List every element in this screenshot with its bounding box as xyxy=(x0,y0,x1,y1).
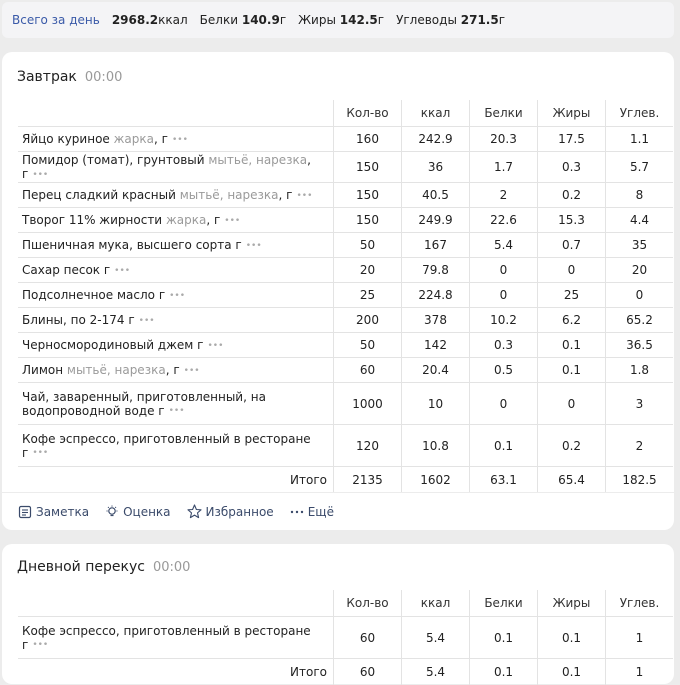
cell-kcal: 224.8 xyxy=(402,283,470,308)
food-row[interactable] xyxy=(18,127,673,152)
cell-f: 0 xyxy=(538,258,606,283)
food-name xyxy=(18,258,334,283)
cell-kcal: 10.8 xyxy=(402,425,470,467)
cooking-hint: мытьё, нарезка xyxy=(208,153,308,167)
food-name: Помидор (томат), грунтовый мытьё, нарезка, г ••• xyxy=(18,152,334,183)
cell-qty[interactable]: 160 xyxy=(334,127,402,152)
fat-total: Жиры 142.5г xyxy=(298,13,385,27)
row-menu-icon[interactable]: ••• xyxy=(224,215,241,226)
snack-table xyxy=(18,590,673,685)
total-qty: 2135 xyxy=(334,467,402,493)
unit-label: г xyxy=(128,313,135,327)
protein-total: Белки 140.9г xyxy=(199,13,287,27)
row-menu-icon[interactable]: ••• xyxy=(32,448,49,458)
lightbulb-icon xyxy=(105,505,119,519)
cell-p: 0.1 xyxy=(470,425,538,467)
cooking-hint: жарка xyxy=(165,213,207,227)
unit-label: г xyxy=(103,263,111,277)
row-menu-icon[interactable]: ••• xyxy=(183,365,200,376)
day-summary-bar xyxy=(2,2,674,38)
cell-qty[interactable]: 150 xyxy=(334,152,402,183)
meal-actions xyxy=(2,492,674,530)
kcal-total: 2968.2ккал xyxy=(111,13,188,27)
food-row[interactable] xyxy=(18,152,673,183)
food-name xyxy=(18,283,334,308)
row-menu-icon[interactable]: ••• xyxy=(169,290,186,301)
cell-c: 35 xyxy=(606,233,674,258)
cell-kcal: 249.9 xyxy=(402,208,470,233)
cell-qty[interactable]: 25 xyxy=(334,283,402,308)
cell-c: 4.4 xyxy=(606,208,674,233)
cell-kcal: 378 xyxy=(402,308,470,333)
cell-f: 0.1 xyxy=(538,333,606,358)
food-row[interactable] xyxy=(18,333,673,358)
cell-kcal: 10 xyxy=(402,383,470,425)
total-kcal: 5.4 xyxy=(402,659,470,685)
total-p: 0.1 xyxy=(470,659,538,685)
food-row[interactable] xyxy=(18,233,673,258)
total-row xyxy=(18,659,673,685)
cell-c: 20 xyxy=(606,258,674,283)
total-label: Итого xyxy=(18,467,334,493)
row-menu-icon[interactable]: ••• xyxy=(32,640,49,650)
meal-time[interactable]: 00:00 xyxy=(152,560,191,575)
food-name: Яйцо куриное жарка, г ••• xyxy=(18,127,334,152)
cell-c: 1 xyxy=(606,617,674,659)
cell-qty[interactable]: 60 xyxy=(334,358,402,383)
cell-kcal: 5.4 xyxy=(402,617,470,659)
unit-label: г xyxy=(213,213,221,227)
col-header-name xyxy=(18,590,334,617)
total-p: 63.1 xyxy=(470,467,538,493)
food-title[interactable]: Черносмородиновый джем xyxy=(22,338,198,352)
total-c: 1 xyxy=(606,659,674,685)
food-title[interactable]: Кофе эспрессо, приготовленный в ресторане xyxy=(22,431,311,446)
cell-f: 25 xyxy=(538,283,606,308)
unit-label: г xyxy=(158,403,165,418)
row-menu-icon[interactable]: ••• xyxy=(245,240,262,251)
food-row[interactable] xyxy=(18,208,673,233)
unit-label: г xyxy=(158,288,166,302)
star-icon xyxy=(187,504,202,519)
cell-c: 8 xyxy=(606,183,674,208)
cell-f: 0 xyxy=(538,383,606,425)
food-row[interactable] xyxy=(18,358,673,383)
unit-label: г xyxy=(197,338,204,352)
col-header-name xyxy=(18,100,334,127)
food-title[interactable]: Сахар песок xyxy=(22,263,104,277)
unit-label: г xyxy=(173,363,180,377)
unit-label: г xyxy=(235,238,242,252)
food-title[interactable]: Лимон xyxy=(22,363,67,377)
meal-title: Завтрак 00:00 xyxy=(17,69,123,85)
cooking-hint: мытьё, нарезка xyxy=(179,188,279,202)
col-header-f: Жиры xyxy=(538,100,606,127)
col-header-c: Углев. xyxy=(606,100,674,127)
cell-f: 15.3 xyxy=(538,208,606,233)
note-button[interactable]: Заметка xyxy=(18,505,89,519)
total-row xyxy=(18,467,673,493)
cell-p: 10.2 xyxy=(470,308,538,333)
cell-p: 0.1 xyxy=(470,617,538,659)
cell-kcal: 242.9 xyxy=(402,127,470,152)
food-row[interactable] xyxy=(18,283,673,308)
food-row[interactable] xyxy=(18,183,673,208)
row-menu-icon[interactable]: ••• xyxy=(168,406,185,416)
unit-label: г xyxy=(161,132,168,146)
cell-kcal: 79.8 xyxy=(402,258,470,283)
cell-p: 0 xyxy=(470,283,538,308)
unit-label: г xyxy=(286,188,293,202)
food-title[interactable]: Чай, заваренный, приготовленный, на водопроводной воде xyxy=(22,389,266,418)
row-menu-icon[interactable]: ••• xyxy=(296,190,313,201)
cell-p: 0.3 xyxy=(470,333,538,358)
cell-kcal: 142 xyxy=(402,333,470,358)
food-title[interactable]: Перец сладкий красный xyxy=(22,188,180,202)
row-menu-icon[interactable]: ••• xyxy=(207,340,224,351)
row-menu-icon[interactable]: ••• xyxy=(114,265,131,276)
food-name xyxy=(18,425,334,467)
cell-c: 65.2 xyxy=(606,308,674,333)
meal-title: Дневной перекус 00:00 xyxy=(17,559,191,575)
cell-p: 1.7 xyxy=(470,152,538,183)
cell-c: 0 xyxy=(606,283,674,308)
cooking-hint: жарка xyxy=(113,132,155,146)
more-dots-icon xyxy=(290,509,304,515)
food-title[interactable]: Помидор (томат), грунтовый xyxy=(22,153,209,167)
cell-p: 0 xyxy=(470,383,538,425)
col-header-kcal: ккал xyxy=(402,590,470,617)
food-name: Лимон мытьё, нарезка, г ••• xyxy=(18,358,334,383)
col-header-kcal: ккал xyxy=(402,100,470,127)
cooking-hint: мытьё, нарезка xyxy=(66,363,166,377)
unit-label: г xyxy=(22,637,29,652)
cell-qty[interactable]: 20 xyxy=(334,258,402,283)
cell-c: 5.7 xyxy=(606,152,674,183)
food-row[interactable] xyxy=(18,383,673,425)
cell-c: 2 xyxy=(606,425,674,467)
cell-qty[interactable]: 1000 xyxy=(334,383,402,425)
col-header-p: Белки xyxy=(470,590,538,617)
carb-total: Углеводы 271.5г xyxy=(396,13,506,27)
cell-qty[interactable]: 50 xyxy=(334,333,402,358)
col-header-f: Жиры xyxy=(538,590,606,617)
food-title[interactable]: Пшеничная мука, высшего сорта xyxy=(22,238,236,252)
col-header-p: Белки xyxy=(470,100,538,127)
total-qty: 60 xyxy=(334,659,402,685)
cell-c: 1.1 xyxy=(606,127,674,152)
total-c: 182.5 xyxy=(606,467,674,493)
cell-f: 0.3 xyxy=(538,152,606,183)
cell-p: 5.4 xyxy=(470,233,538,258)
cell-kcal: 36 xyxy=(402,152,470,183)
row-menu-icon[interactable]: ••• xyxy=(171,134,188,145)
snack-card xyxy=(2,544,674,684)
food-name xyxy=(18,383,334,425)
breakfast-table xyxy=(18,100,673,493)
cell-c: 1.8 xyxy=(606,358,674,383)
total-f: 0.1 xyxy=(538,659,606,685)
food-name xyxy=(18,617,334,659)
rate-button[interactable]: Оценка xyxy=(105,505,170,519)
row-menu-icon[interactable]: ••• xyxy=(32,169,49,180)
cell-f: 6.2 xyxy=(538,308,606,333)
food-title[interactable]: Блины, по 2-174 xyxy=(22,313,129,327)
food-name xyxy=(18,308,334,333)
cell-f: 0.1 xyxy=(538,617,606,659)
favorite-button[interactable]: Избранное xyxy=(187,504,274,519)
col-header-c: Углев. xyxy=(606,590,674,617)
cell-f: 0.7 xyxy=(538,233,606,258)
food-name xyxy=(18,333,334,358)
cell-f: 17.5 xyxy=(538,127,606,152)
food-row[interactable] xyxy=(18,617,673,659)
unit-label: г xyxy=(22,167,29,181)
meal-time[interactable]: 00:00 xyxy=(84,70,123,85)
food-title[interactable]: Кофе эспрессо, приготовленный в ресторане xyxy=(22,623,311,638)
breakfast-card xyxy=(2,52,674,530)
food-name: Творог 11% жирности жарка, г ••• xyxy=(18,208,334,233)
cell-qty[interactable]: 150 xyxy=(334,183,402,208)
cell-p: 2 xyxy=(470,183,538,208)
cell-f: 0.2 xyxy=(538,183,606,208)
cell-kcal: 40.5 xyxy=(402,183,470,208)
cell-kcal: 20.4 xyxy=(402,358,470,383)
cell-p: 22.6 xyxy=(470,208,538,233)
col-header-qty: Кол-во xyxy=(334,100,402,127)
food-row[interactable] xyxy=(18,308,673,333)
col-header-qty: Кол-во xyxy=(334,590,402,617)
cell-p: 0 xyxy=(470,258,538,283)
unit-label: г xyxy=(22,445,29,460)
row-menu-icon[interactable]: ••• xyxy=(138,315,155,326)
cell-qty[interactable]: 120 xyxy=(334,425,402,467)
cell-c: 36.5 xyxy=(606,333,674,358)
food-title[interactable]: Творог 11% жирности xyxy=(22,213,166,227)
food-row[interactable] xyxy=(18,258,673,283)
food-name: Перец сладкий красный мытьё, нарезка, г ••• xyxy=(18,183,334,208)
cell-f: 0.1 xyxy=(538,358,606,383)
cell-qty[interactable]: 50 xyxy=(334,233,402,258)
total-f: 65.4 xyxy=(538,467,606,493)
cell-p: 0.5 xyxy=(470,358,538,383)
food-name xyxy=(18,233,334,258)
cell-kcal: 167 xyxy=(402,233,470,258)
total-label: Итого xyxy=(18,659,334,685)
cell-f: 0.2 xyxy=(538,425,606,467)
cell-qty[interactable]: 150 xyxy=(334,208,402,233)
food-title[interactable]: Яйцо куриное xyxy=(22,132,114,146)
cell-qty[interactable]: 60 xyxy=(334,617,402,659)
day-total-link[interactable]: Всего за день xyxy=(12,13,100,27)
note-icon xyxy=(18,505,32,519)
cell-c: 3 xyxy=(606,383,674,425)
cell-p: 20.3 xyxy=(470,127,538,152)
food-row[interactable] xyxy=(18,425,673,467)
more-button[interactable]: Ещё xyxy=(290,505,334,519)
total-kcal: 1602 xyxy=(402,467,470,493)
cell-qty[interactable]: 200 xyxy=(334,308,402,333)
food-title[interactable]: Подсолнечное масло xyxy=(22,288,159,302)
